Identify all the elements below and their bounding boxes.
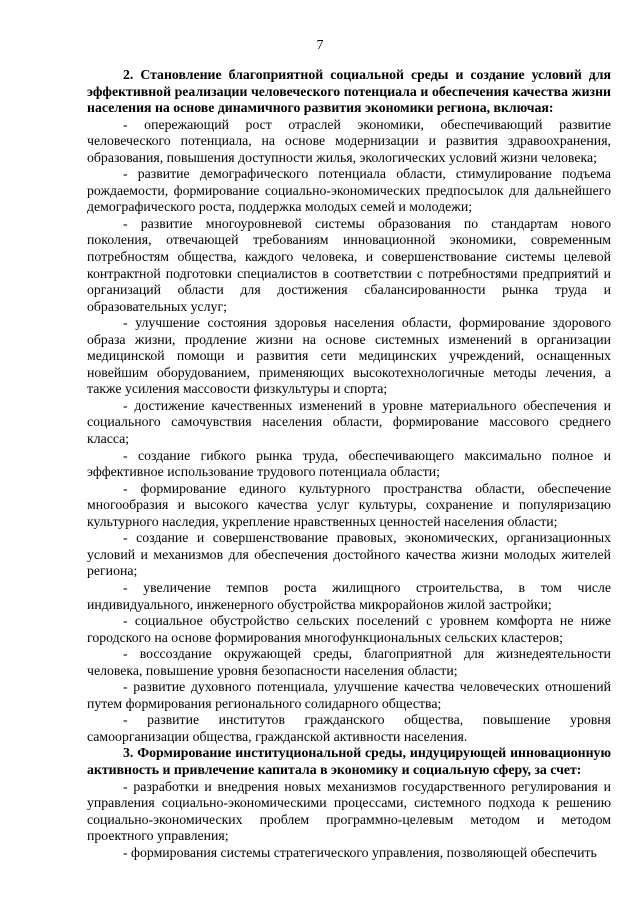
list-item: - формирование единого культурного пространства области, обеспечение многообразия и высокого качества услуг культуры, сохранение и популяризацию культурного наследия, укрепление нравственных ценностей населения области; — [87, 480, 611, 529]
list-item: - увеличение темпов роста жилищного строительства, в том числе индивидуального, инженерного обустройства микрорайонов жилой застройки; — [87, 579, 611, 612]
list-item: - воссоздание окружающей среды, благоприятной для жизнедеятельности человека, повышение уровня безопасности населения области; — [87, 646, 611, 678]
list-item: - развитие многоуровневой системы образования по стандартам нового поколения, отвечающей требованиям инновационной экономики, современным потребностям общества, каждого человека, и совершенствование системы целевой контрактной подготовки специалистов в соответствии с потребностями предприятий и организаций области для достижения сбалансированности рынка труда и образовательных услуг; — [87, 215, 611, 314]
section-3-heading: 3. Формирование институциональной среды, индуцирующей инновационную активность и привлечение капитала в экономику и социальную сферу, за счет: — [87, 745, 611, 777]
list-item: - улучшение состояния здоровья населения области, формирование здорового образа жизни, продление жизни на основе системных изменений в организации медицинской помощи и развития сети медицинских учреждений, оснащенных новейшим оборудованием, применяющих высокотехнологичные методы лечения, а также усиления массовости физкультуры и спорта; — [87, 315, 611, 397]
list-item: - развитие институтов гражданского общества, повышение уровня самоорганизации общества, гражданской активности населения. — [87, 712, 611, 744]
list-item: - социальное обустройство сельских поселений с уровнем комфорта не ниже городского на основе формирования многофункциональных сельских кластеров; — [87, 613, 611, 645]
document-body — [87, 67, 611, 861]
list-item: - разработки и внедрения новых механизмов государственного регулирования и управления социально-экономическими процессами, системного подхода к решению социально-экономических проблем программно-целевым методом и методом проектного управления; — [87, 778, 611, 844]
list-item: - развитие духовного потенциала, улучшение качества человеческих отношений путем формирования регионального солидарного общества; — [87, 679, 611, 711]
list-item: - создание гибкого рынка труда, обеспечивающего максимально полное и эффективное использование трудового потенциала области; — [87, 447, 611, 480]
list-item: - развитие демографического потенциала области, стимулирование подъема рождаемости, формирование социально-экономических предпосылок для дальнейшего демографического роста, поддержка молодых семей и молодежи; — [87, 166, 611, 215]
list-item: - создание и совершенствование правовых, экономических, организационных условий и механизмов для обеспечения достойного качества жизни молодых жителей региона; — [87, 530, 611, 579]
list-item: - достижение качественных изменений в уровне материального обеспечения и социального самочувствия населения области, формирование массового среднего класса; — [87, 397, 611, 447]
list-item: - опережающий рост отраслей экономики, обеспечивающий развитие человеческого потенциала, на основе модернизации и развития здравоохранения, образования, повышения доступности жилья, экологических условий жизни человека; — [87, 116, 611, 165]
list-item: - формирования системы стратегического управления, позволяющей обеспечить — [123, 844, 597, 860]
section-2-heading: 2. Становление благоприятной социальной среды и создание условий для эффективной реализации человеческого потенциала и обеспечения качества жизни населения на основе динамичного развития экономики региона, включая: — [87, 67, 611, 116]
page-number: 7 — [316, 38, 324, 53]
